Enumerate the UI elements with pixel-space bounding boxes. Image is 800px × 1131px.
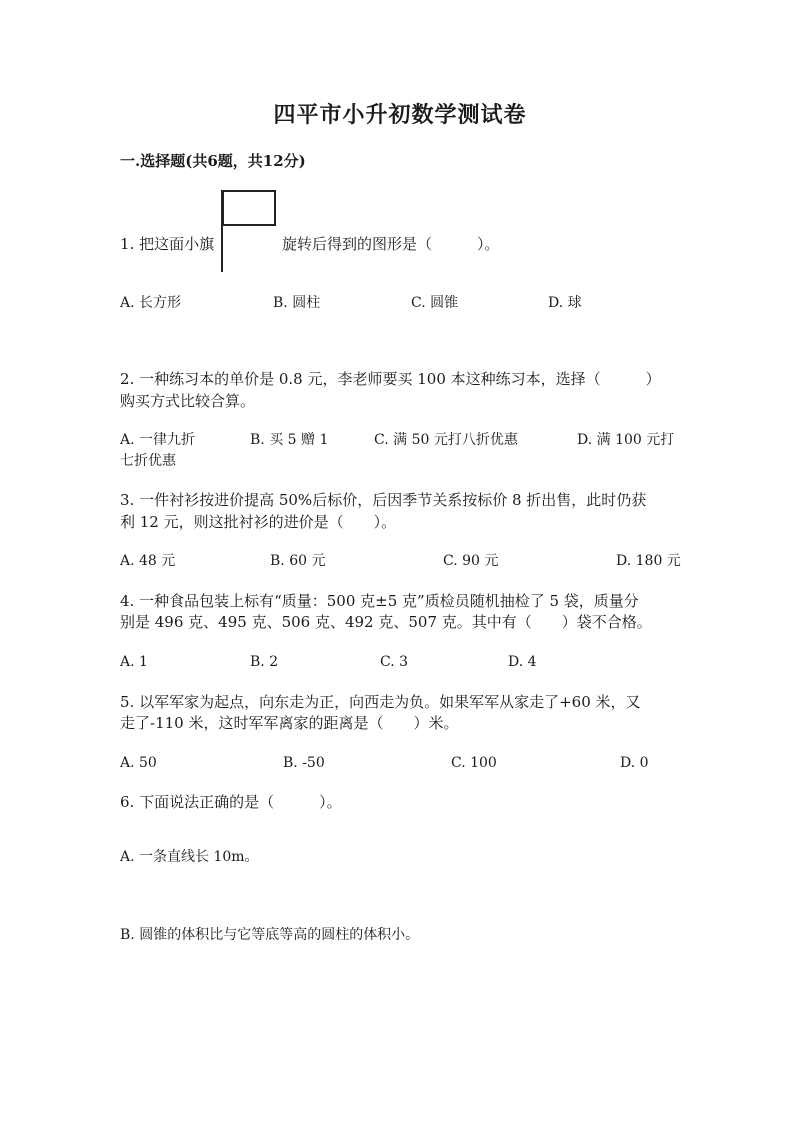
q5-option-c: C. 100: [451, 755, 497, 771]
question-1-text: 1. 把这面小旗: [120, 235, 215, 253]
question-2-line-2: 购买方式比较合算。: [120, 392, 256, 410]
question-6-text: 6. 下面说法正确的是（ ）。: [120, 793, 342, 811]
q1-option-c: C. 圆锥: [411, 295, 459, 311]
q3-option-a: A. 48 元: [120, 553, 176, 569]
page-title: 四平市小升初数学测试卷: [273, 102, 527, 128]
q4-option-d: D. 4: [508, 654, 537, 670]
q5-option-b: B. -50: [283, 755, 325, 771]
question-3-line-2: 利 12 元，则这批衬衫的进价是（ ）。: [120, 513, 397, 531]
question-4-line-2: 别是 496 克、495 克、506 克、492 克、507 克。其中有（ ）袋不合格。: [120, 613, 652, 631]
q3-option-d: D. 180 元: [616, 553, 681, 569]
q4-option-a: A. 1: [120, 654, 148, 670]
q6-option-a: A. 一条直线长 10m。: [120, 849, 259, 865]
q1-option-b: B. 圆柱: [273, 295, 321, 311]
q2-option-c: C. 满 50 元打八折优惠: [374, 432, 518, 448]
question-5-line-1: 5. 以军军家为起点，向东走为正，向西走为负。如果军军从家走了+60 米，又: [120, 693, 641, 711]
q2-option-a: A. 一律九折: [120, 432, 196, 448]
question-4-line-1: 4. 一种食品包装上标有“质量：500 克±5 克”质检员随机抽检了 5 袋，质量分: [120, 592, 639, 610]
q1-option-a: A. 长方形: [120, 295, 182, 311]
q3-option-c: C. 90 元: [443, 553, 499, 569]
q2-option-d: D. 满 100 元打: [577, 432, 675, 448]
q2-option-b: B. 买 5 赠 1: [250, 432, 329, 448]
q4-option-b: B. 2: [250, 654, 279, 670]
q1-option-d: D. 球: [548, 295, 582, 311]
q3-option-b: B. 60 元: [270, 553, 326, 569]
q2-option-d-cont: 七折优惠: [120, 453, 176, 469]
flag-banner: [222, 190, 276, 226]
question-1-text-cont: 旋转后得到的图形是（ ）。: [282, 235, 500, 253]
question-5-line-2: 走了-110 米，这时军军离家的距离是（ ）米。: [120, 714, 459, 732]
q4-option-c: C. 3: [380, 654, 409, 670]
q5-option-d: D. 0: [620, 755, 649, 771]
q6-option-b: B. 圆锥的体积比与它等底等高的圆柱的体积小。: [120, 927, 420, 943]
q5-option-a: A. 50: [120, 755, 157, 771]
section-heading: 一.选择题(共6题，共12分): [120, 152, 306, 170]
question-3-line-1: 3. 一件衬衫按进价提高 50%后标价，后因季节关系按标价 8 折出售，此时仍获: [120, 491, 647, 509]
question-2-line-1: 2. 一种练习本的单价是 0.8 元，李老师要买 100 本这种练习本，选择（ ）: [120, 370, 661, 388]
